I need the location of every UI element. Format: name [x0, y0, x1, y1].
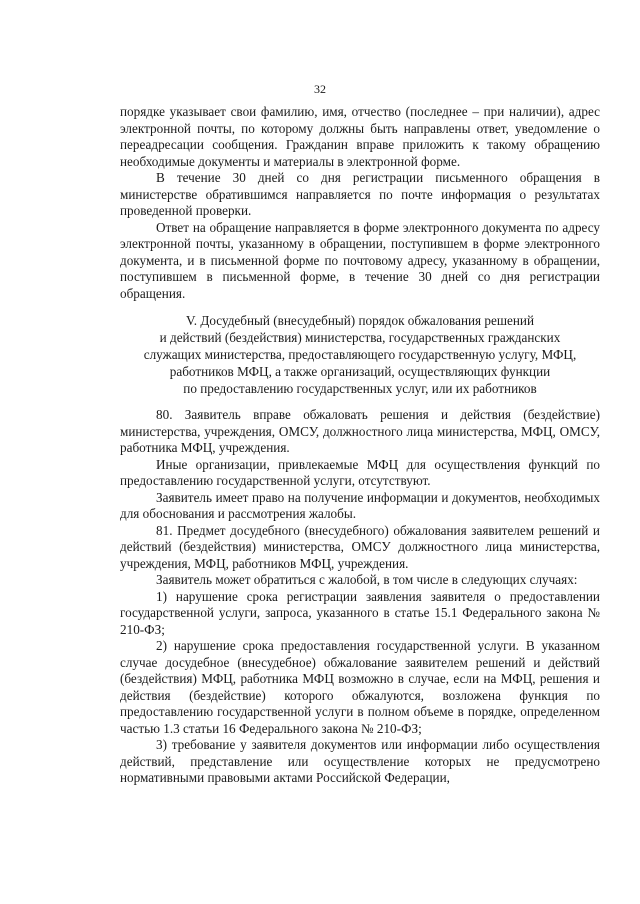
paragraph: В течение 30 дней со дня регистрации письменного обращения в министерстве обратившимся направляется по почте информация о результатах проведенной проверки. [120, 170, 600, 218]
page-number: 32 [314, 82, 326, 96]
paragraph: порядке указывает свои фамилию, имя, отчество (последнее – при наличии), адрес электронной почты, по которому должны быть направлены ответ, уведомление о переадресации сообщения. Гражданин вправе приложить к такому обращению необходимые документы и материалы в электронной форме. [120, 104, 600, 169]
section-heading-line: по предоставлению государственных услуг, или их работников [183, 381, 537, 396]
section-heading-line: V. Досудебный (внесудебный) порядок обжалования решений [185, 313, 535, 328]
paragraph: Заявитель имеет право на получение информации и документов, необходимых для обоснования и рассмотрения жалобы. [120, 489, 600, 521]
paragraph: Заявитель может обратиться с жалобой, в том числе в следующих случаях: [156, 572, 578, 587]
document-body [120, 104, 600, 787]
paragraph-item-80: 80. Заявитель вправе обжаловать решения и действия (бездействие) министерства, учреждения, ОМСУ, должностного лица министерства, МФЦ, ОМСУ, работника МФЦ, учреждения. [120, 407, 600, 455]
list-item: 1) нарушение срока регистрации заявления заявителя о предоставлении государственной услуги, запроса, указанного в статье 15.1 Федерального закона № 210-ФЗ; [120, 588, 600, 637]
paragraph: Иные организации, привлекаемые МФЦ для осуществления функций по предоставлению государственной услуги, отсутствуют. [120, 456, 600, 488]
paragraph-item-81: 81. Предмет досудебного (внесудебного) обжалования заявителем решений и действий (бездействия) министерства, ОМСУ должностного лица министерства, учреждения, МФЦ, работников МФЦ, учреждения. [120, 522, 600, 571]
list-item: 2) нарушение срока предоставления государственной услуги. В указанном случае досудебное (внесудебное) обжалование заявителем решений и действий (бездействия) МФЦ, работника МФЦ возможно в случае, если на МФЦ, решения и действия (бездействие) которого обжалуются, возложена функция по предоставлению государственной услуги в полном объеме в порядке, определенном частью 1.3 статьи 16 Федерального закона № 210-ФЗ; [120, 638, 600, 736]
list-item: 3) требование у заявителя документов или информации либо осуществления действий, представление или осуществление которых не предусмотрено нормативными правовыми актами Российской Федерации, [120, 737, 600, 785]
section-heading-line: и действий (бездействия) министерства, государственных гражданских [159, 330, 561, 345]
paragraph: Ответ на обращение направляется в форме электронного документа по адресу электронной почты, указанному в обращении, поступившем в форме электронного документа, и в письменной форме по почтовому адресу, указанному в обращении, поступившем в письменной форме, в течение 30 дней со дня регистрации обращения. [120, 219, 600, 301]
section-heading-line: служащих министерства, предоставляющего государственную услугу, МФЦ, [143, 347, 577, 362]
section-heading [120, 312, 600, 397]
section-heading-line: работников МФЦ, а также организаций, осуществляющих функции [169, 364, 551, 379]
